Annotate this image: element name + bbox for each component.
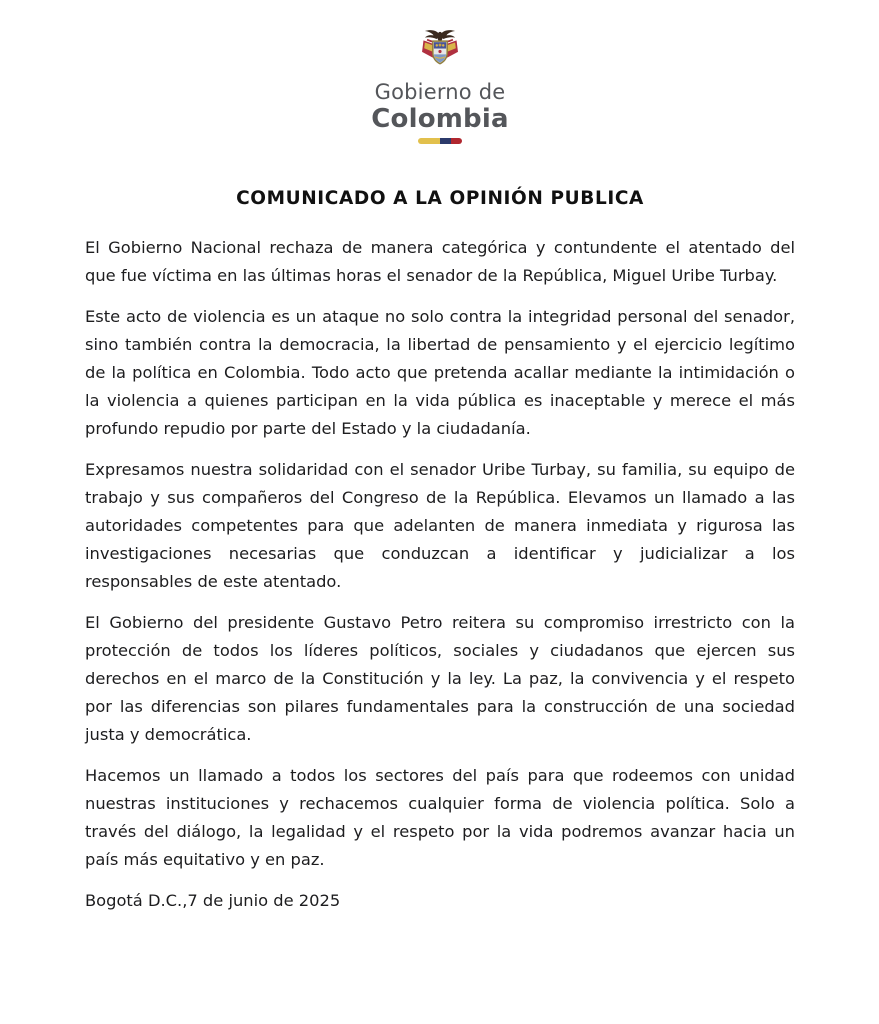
flag-red-segment — [451, 138, 462, 144]
logo-text-line1: Gobierno de — [374, 80, 506, 104]
paragraph-1: El Gobierno Nacional rechaza de manera categórica y contundente el atentado del que fue víctima en las últimas horas el senador de la República, Miguel Uribe Turbay. — [85, 238, 795, 285]
communique-body — [85, 234, 795, 915]
header-logo — [85, 0, 795, 144]
logo-text-line2: Colombia — [371, 104, 509, 134]
colombia-coat-of-arms-icon — [418, 26, 462, 72]
communique-title: COMUNICADO A LA OPINIÓN PUBLICA — [236, 188, 644, 209]
colombia-flag-bar — [418, 138, 462, 144]
paragraph-5: Hacemos un llamado a todos los sectores del país para que rodeemos con unidad nuestras instituciones y rechacemos cualquier forma de violencia política. Solo a través del diálogo, la legalidad y el respeto por la vida podremos avanzar hacia un país más equitativo y en paz. — [85, 766, 795, 869]
paragraph-4: El Gobierno del presidente Gustavo Petro reitera su compromiso irrestricto con la protección de todos los líderes políticos, sociales y ciudadanos que ejercen sus derechos en el marco de la Constitución y la ley. La paz, la convivencia y el respeto por las diferencias son pilares fundamentales para la construcción de una sociedad justa y democrática. — [85, 613, 795, 744]
date-line: Bogotá D.C.,7 de junio de 2025 — [85, 891, 341, 910]
flag-blue-segment — [440, 138, 451, 144]
paragraph-2: Este acto de violencia es un ataque no solo contra la integridad personal del senador, sino también contra la democracia, la libertad de pensamiento y el ejercicio legítimo de la política en Colombia. Todo acto que pretenda acallar mediante la intimidación o la violencia a quienes participan en la vida pública es inaceptable y merece el más profundo repudio por parte del Estado y la ciudadanía. — [85, 307, 795, 438]
flag-yellow-segment — [418, 138, 440, 144]
paragraph-3: Expresamos nuestra solidaridad con el senador Uribe Turbay, su familia, su equipo de trabajo y sus compañeros del Congreso de la República. Elevamos un llamado a las autoridades competentes para que adelanten de manera inmediata y rigurosa las investigaciones necesarias que conduzcan a identificar y judicializar a los responsables de este atentado. — [85, 460, 795, 591]
